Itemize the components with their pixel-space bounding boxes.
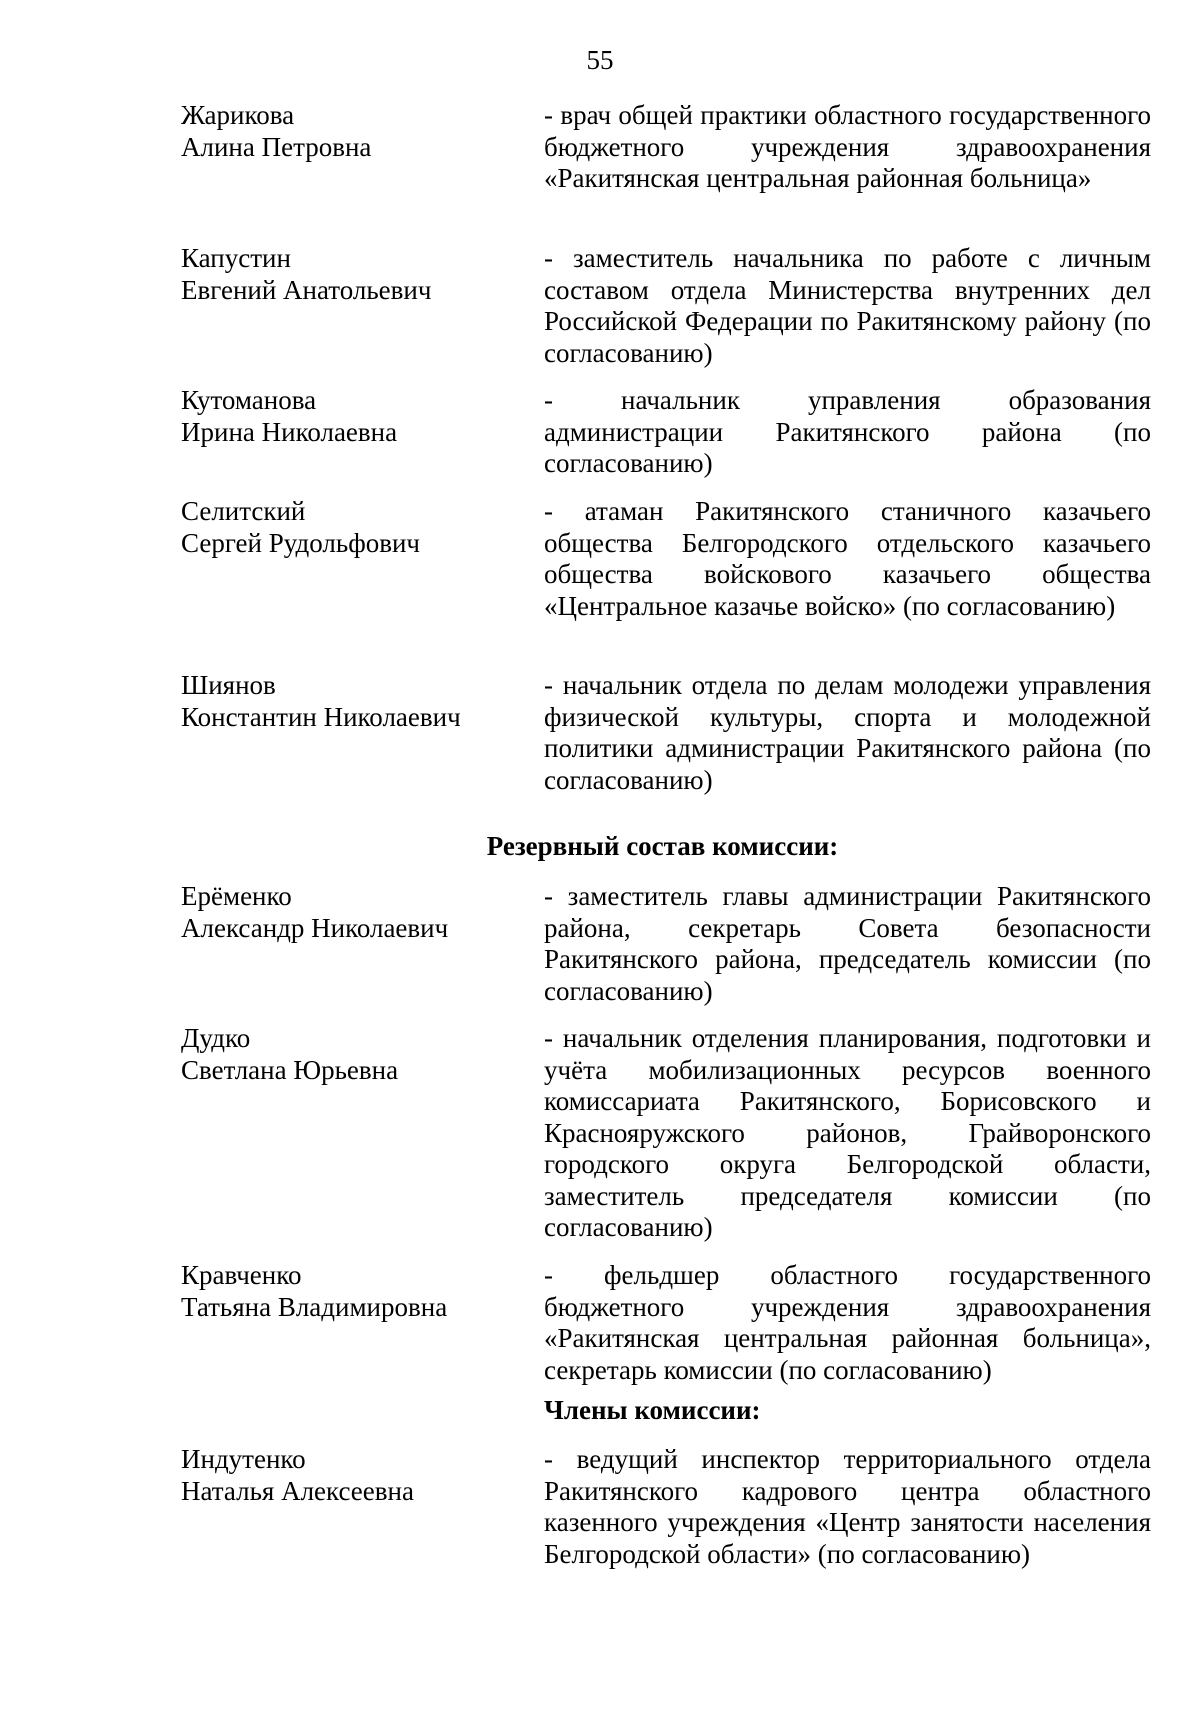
person-surname: Кравченко xyxy=(181,1260,302,1290)
person-role: - заместитель начальника по работе с личным составом отдела Министерства внутренних дел Российской Федерации по Ракитянскому району (по согласованию) xyxy=(544,243,1151,368)
person-given-names: Алина Петровна xyxy=(181,131,372,162)
person-given-names: Ирина Николаевна xyxy=(181,416,398,447)
person-name xyxy=(181,243,511,306)
person-name xyxy=(181,1023,511,1086)
person-role: - начальник управления образования администрации Ракитянского района (по согласованию) xyxy=(544,385,1151,478)
person-role: - начальник отдела по делам молодежи управления физической культуры, спорта и молодежной политики администрации Ракитянского района (по согласованию) xyxy=(544,670,1151,795)
person-surname: Капустин xyxy=(181,243,291,273)
person-surname: Ерёменко xyxy=(181,881,292,911)
person-name xyxy=(181,1444,511,1507)
person-name xyxy=(181,670,511,733)
person-surname: Жарикова xyxy=(181,100,295,130)
person-name xyxy=(181,385,511,448)
person-name xyxy=(181,100,511,163)
person-name xyxy=(181,496,511,559)
person-name xyxy=(181,881,511,944)
page-number: 55 xyxy=(586,45,614,75)
person-role: - врач общей практики областного государственного бюджетного учреждения здравоохранения «Ракитянская центральная районная больница» xyxy=(544,100,1151,193)
person-surname: Шиянов xyxy=(181,670,276,700)
person-name xyxy=(181,1260,511,1323)
person-given-names: Евгений Анатольевич xyxy=(181,274,432,305)
person-role: - начальник отделения планирования, подготовки и учёта мобилизационных ресурсов военного комиссариата Ракитянского, Борисовского и Краснояружского районов, Грайворонского городского округа Белгородской области, заместитель председателя комиссии (по согласованию) xyxy=(544,1023,1151,1242)
person-surname: Индутенко xyxy=(181,1444,306,1474)
section-heading-members: Члены комиссии: xyxy=(544,1395,761,1425)
person-role: - фельдшер областного государственного бюджетного учреждения здравоохранения «Ракитянская центральная районная больница», секретарь комиссии (по согласованию) xyxy=(544,1260,1151,1385)
person-role: - атаман Ракитянского станичного казачьего общества Белгородского отдельского казачьего общества войскового казачьего общества «Центральное казачье войско» (по согласованию) xyxy=(544,496,1151,621)
person-surname: Селитский xyxy=(181,496,306,526)
person-surname: Дудко xyxy=(181,1023,251,1053)
person-surname: Кутоманова xyxy=(181,385,317,415)
person-given-names: Светлана Юрьевна xyxy=(181,1054,399,1085)
person-given-names: Татьяна Владимировна xyxy=(181,1291,448,1322)
section-heading-reserve: Резервный состав комиссии: xyxy=(486,831,839,861)
person-given-names: Константин Николаевич xyxy=(181,701,461,732)
person-given-names: Сергей Рудольфович xyxy=(181,527,420,558)
person-role: - ведущий инспектор территориального отдела Ракитянского кадрового центра областного казенного учреждения «Центр занятости населения Белгородской области» (по согласованию) xyxy=(544,1444,1151,1569)
person-given-names: Александр Николаевич xyxy=(181,912,449,943)
person-role: - заместитель главы администрации Ракитянского района, секретарь Совета безопасности Ракитянского района, председатель комиссии (по согласованию) xyxy=(544,881,1151,1006)
person-given-names: Наталья Алексеевна xyxy=(181,1475,414,1506)
